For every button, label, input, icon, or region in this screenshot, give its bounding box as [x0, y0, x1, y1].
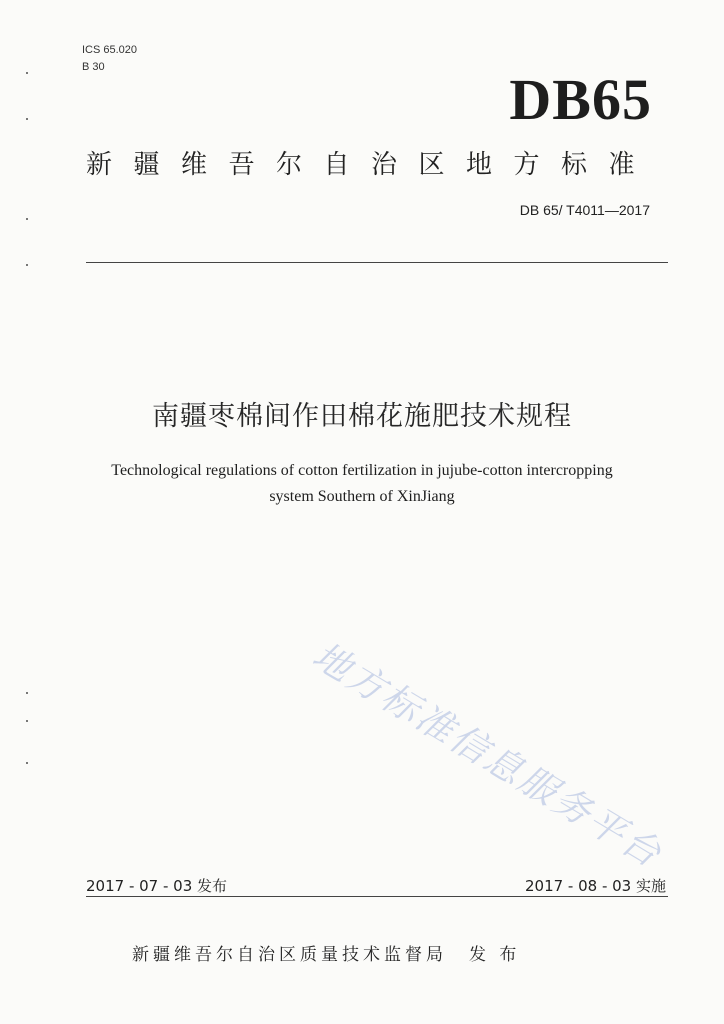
issuer-action: 发 布 — [469, 945, 521, 965]
scan-speck — [26, 762, 28, 764]
standard-number: DB 65/ T4011—2017 — [519, 202, 650, 218]
scan-speck — [26, 264, 28, 266]
scan-speck — [26, 118, 28, 120]
classification-block — [82, 42, 137, 76]
english-title-line-1: Technological regulations of cotton fertilization in jujube-cotton intercropping — [111, 462, 613, 479]
ccs-code: B 30 — [82, 61, 105, 73]
issue-date: 2017 - 07 - 03 发布 — [86, 877, 228, 895]
scan-speck — [26, 218, 28, 220]
header-divider — [86, 262, 668, 263]
footer-divider — [86, 896, 668, 897]
english-title-line-2: system Southern of XinJiang — [269, 488, 455, 505]
issuer-line — [132, 940, 520, 965]
watermark: 地方标准信息服务平台 — [305, 633, 671, 877]
issuer-name: 新疆维吾尔自治区质量技术监督局 — [132, 945, 447, 965]
document-title-english — [60, 458, 664, 510]
implement-date: 2017 - 08 - 03 实施 — [524, 877, 666, 895]
standard-type-title: 新疆维吾尔自治区地方标准 — [86, 150, 657, 180]
ics-code: ICS 65.020 — [82, 44, 138, 56]
scan-speck — [26, 692, 28, 694]
standard-code-heading: DB65 — [509, 67, 652, 132]
document-title-chinese: 南疆枣棉间作田棉花施肥技术规程 — [152, 401, 572, 432]
scan-speck — [26, 72, 28, 74]
scan-speck — [26, 720, 28, 722]
